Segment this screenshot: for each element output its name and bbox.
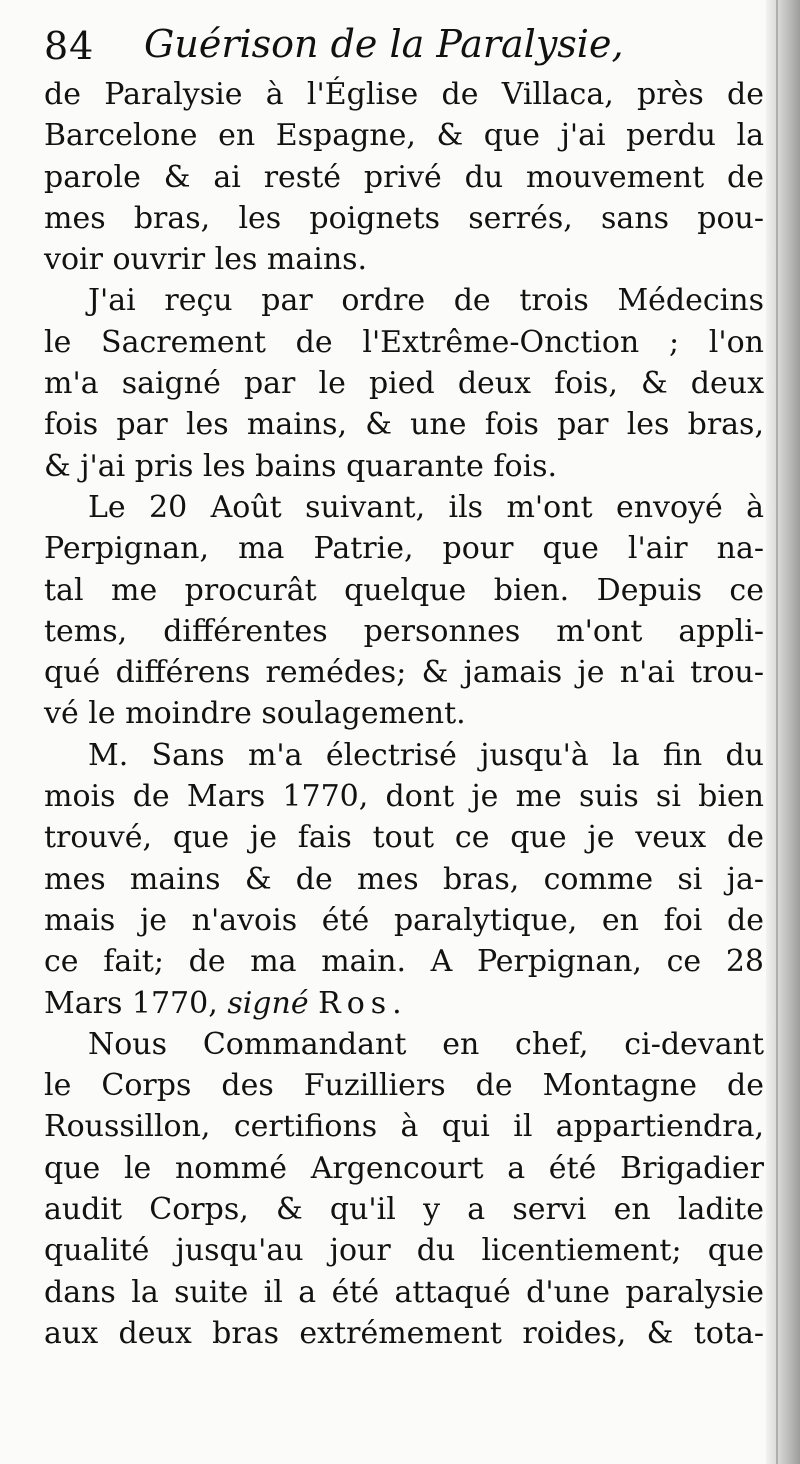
signed-label: signé (227, 985, 309, 1021)
body-text (44, 74, 764, 1354)
text-line: le Corps des Fuzilliers de Montagne de (44, 1068, 764, 1104)
text-line: de Paralysie à l'Église de Villaca, près de (44, 77, 764, 112)
page-header (44, 18, 764, 78)
running-title: Guérison de la Paralysie, (144, 22, 624, 66)
text-line: voir ouvrir les mains. (44, 242, 368, 278)
text-line: le Sacrement de l'Extrême-Onction ; l'on (44, 324, 764, 360)
page-gutter (766, 0, 800, 1464)
text-line: J'ai reçu par ordre de trois Médecins (88, 283, 764, 319)
text-line: mois de Mars 1770, dont je me suis si bien (44, 779, 764, 815)
signature-name: Ros. (318, 985, 408, 1021)
text-line: Barcelone en Espagne, & que j'ai perdu la (44, 118, 764, 154)
text-line: qualité jusqu'au jour du licentiement; que (44, 1233, 764, 1269)
text-line: mais je n'avois été paralytique, en foi de (44, 902, 764, 938)
text-line: tal me procurât quelque bien. Depuis ce (44, 572, 764, 608)
text-line: qué différens remédes; & jamais je n'ai trou- (44, 655, 764, 691)
text-line: que le nommé Argencourt a été Brigadier (44, 1150, 764, 1186)
text-line: Roussillon, certifions à qui il appartiendra, (44, 1109, 764, 1145)
text-line: vé le moindre soulagement. (44, 696, 466, 732)
page-number: 84 (44, 24, 95, 68)
text-line: dans la suite il a été attaqué d'une paralysie (44, 1274, 764, 1310)
text-line: trouvé, que je fais tout ce que je veux de (44, 820, 764, 856)
text-line: Nous Commandant en chef, ci-devant (88, 1026, 764, 1062)
text-line: M. Sans m'a électrisé jusqu'à la fin du (88, 737, 764, 773)
text-line: audit Corps, & qu'il y a servi en ladite (44, 1192, 764, 1228)
text-line: mes mains & de mes bras, comme si ja- (44, 861, 764, 897)
text-line: Le 20 Août suivant, ils m'ont envoyé à (88, 489, 764, 525)
text-line: mes bras, les poignets serrés, sans pou- (44, 200, 764, 236)
gutter-fold-line (776, 0, 778, 1464)
text-line: parole & ai resté privé du mouvement de (44, 159, 764, 195)
text-line: tems, différentes personnes m'ont appli- (44, 613, 764, 649)
signature-line (44, 983, 764, 1024)
text-line: ce fait; de ma main. A Perpignan, ce 28 (44, 944, 764, 980)
text-line: fois par les mains, & une fois par les bras, (44, 407, 764, 443)
text-line: m'a saigné par le pied deux fois, & deux (44, 366, 764, 402)
text-line: & j'ai pris les bains quarante fois. (44, 448, 558, 484)
signature-date: Mars 1770, (44, 985, 218, 1021)
text-line: aux deux bras extrémement roides, & tota- (44, 1315, 764, 1351)
text-line: Perpignan, ma Patrie, pour que l'air na- (44, 531, 764, 567)
